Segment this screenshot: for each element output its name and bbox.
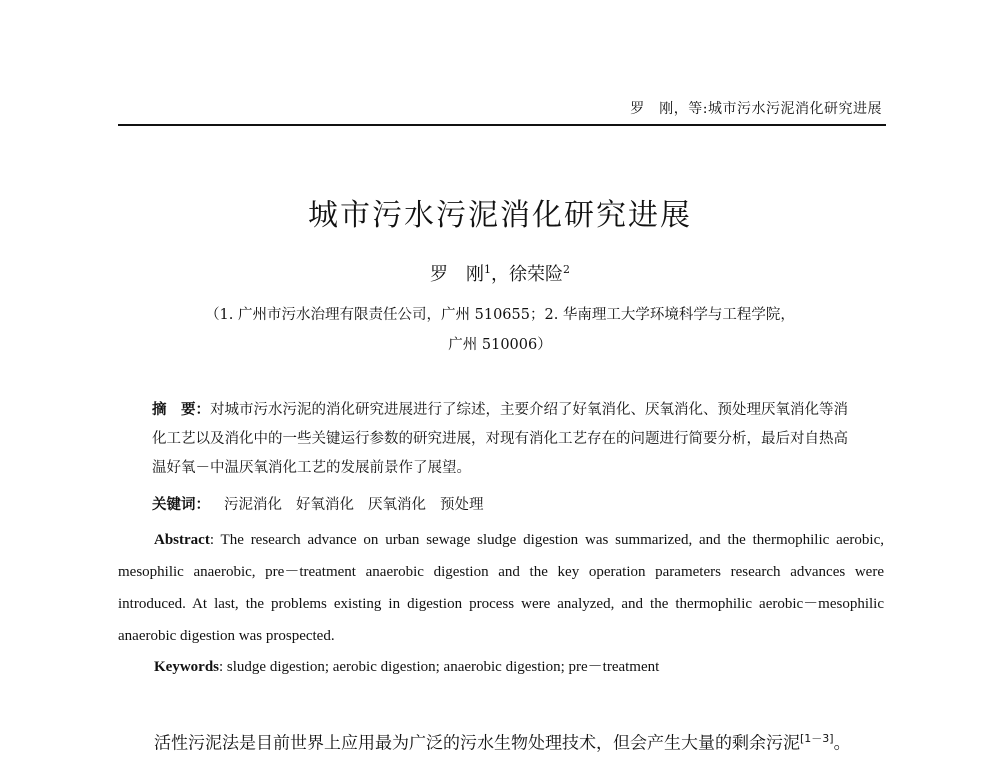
header-rule bbox=[118, 124, 886, 126]
keywords-en-label: Keywords bbox=[154, 659, 219, 675]
affiliation-line: （1. 广州市污水治理有限责任公司，广州 510655；2. 华南理工大学环境科学与工程学院， bbox=[205, 307, 795, 323]
author-name: 徐荣险 bbox=[509, 264, 563, 285]
body-text-end: 。 bbox=[833, 733, 851, 754]
keyword-item: 好氧消化 bbox=[296, 497, 354, 513]
body-paragraph bbox=[118, 722, 884, 760]
abstract-en-text: : The research advance on urban sewage sludge digestion was summarized, and the thermophilic aerobic, mesophilic anaerobic, pre－treatment anaerobic digestion and the key operation parameters research advances were introduced. At last, the problems existing in digestion process were analyzed, and the thermophilic aerobic－mesophilic anaerobic digestion was prospected. bbox=[118, 532, 884, 644]
abstract-en-label: Abstract bbox=[154, 532, 210, 548]
author-separator: ， bbox=[491, 264, 509, 285]
author-affil-sup: 2 bbox=[563, 263, 570, 276]
paper-title: 城市污水污泥消化研究进展 bbox=[308, 198, 692, 233]
affiliations bbox=[120, 300, 880, 360]
citation-ref: [1－3] bbox=[800, 732, 834, 745]
keywords-cn-label: 关键词： bbox=[152, 497, 210, 513]
keyword-item: 厌氧消化 bbox=[368, 497, 426, 513]
author-name: 罗 刚 bbox=[430, 264, 484, 285]
keywords-en-text: : sludge digestion; aerobic digestion; anaerobic digestion; pre－treatment bbox=[219, 659, 660, 675]
keyword-item: 预处理 bbox=[440, 497, 484, 513]
keywords-chinese bbox=[152, 492, 862, 518]
abstract-cn-label: 摘 要： bbox=[152, 402, 210, 418]
keyword-item: 污泥消化 bbox=[224, 497, 282, 513]
affiliation-line: 广州 510006） bbox=[448, 337, 552, 353]
running-header: 罗 刚，等:城市污水污泥消化研究进展 bbox=[630, 101, 882, 117]
keywords-english bbox=[154, 654, 884, 680]
abstract-english bbox=[118, 524, 884, 652]
author-line bbox=[0, 260, 1000, 286]
abstract-cn-text: 对城市污水污泥的消化研究进展进行了综述，主要介绍了好氧消化、厌氧消化、预处理厌氧消化等消化工艺以及消化中的一些关键运行参数的研究进展，对现有消化工艺存在的问题进行简要分析，最后对自热高温好氧－中温厌氧消化工艺的发展前景作了展望。 bbox=[152, 402, 848, 476]
body-text: 活性污泥法是目前世界上应用最为广泛的污水生物处理技术，但会产生大量的剩余污泥 bbox=[154, 733, 800, 754]
abstract-chinese bbox=[152, 396, 862, 483]
author-affil-sup: 1 bbox=[484, 263, 491, 276]
